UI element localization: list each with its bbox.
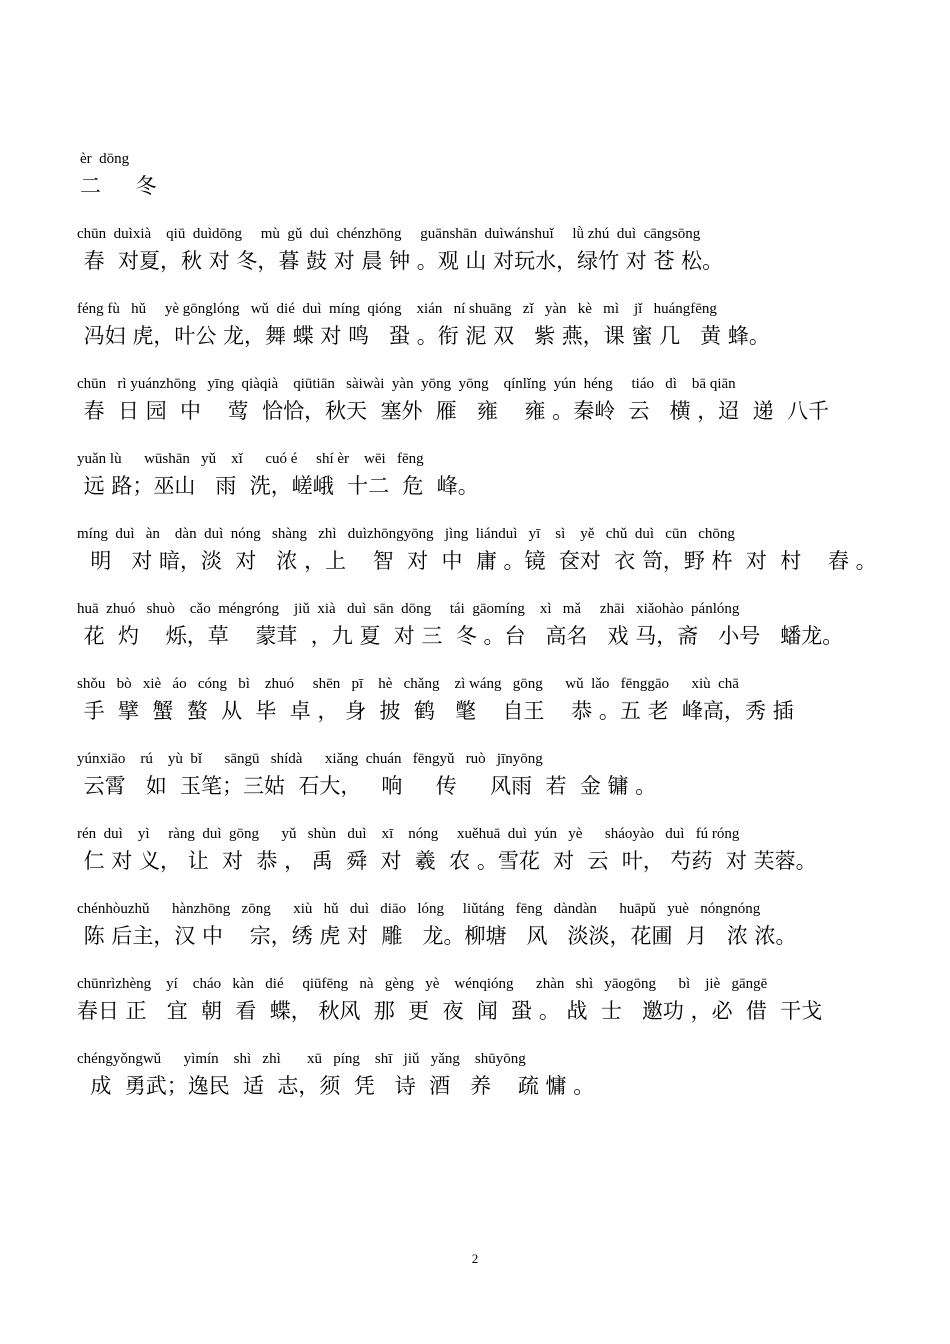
verse-hanzi: 花 灼 烁，草 蒙茸 ，九 夏 对 三 冬 。台 高名 戏 马，斋 小号 蟠龙。: [77, 624, 844, 648]
verse-line: [77, 675, 887, 750]
verse-line: [77, 825, 887, 900]
verse-hanzi: 春日 正 宜 朝 看 蝶， 秋风 那 更 夜 闻 蛩 。 战 士 邀功 ，必 借 干戈: [77, 999, 823, 1023]
verse-hanzi: 云霄 如 玉笔；三姑 石大， 响 传 风雨 若 金 镛 。: [77, 774, 657, 798]
verse-line: [77, 975, 887, 1050]
verse-hanzi: 仁 对 义， 让 对 恭 ， 禹 舜 对 羲 农 。雪花 对 云 叶， 芍药 对 芙蓉。: [77, 849, 817, 873]
verse-pinyin: yúnxiāo rú yù bǐ sāngū shídà xiǎng chuán fēngyǔ ruò jīnyōng: [77, 751, 543, 767]
verse-line: [77, 225, 887, 300]
verse-line: [77, 450, 887, 525]
verse-hanzi: 春 对夏，秋 对 冬，暮 鼓 对 晨 钟 。观 山 对玩水，绿竹 对 苍 松。: [77, 249, 724, 273]
verse-line: [77, 525, 887, 600]
title-pinyin: èr dōng: [80, 151, 130, 167]
verse-pinyin: chénhòuzhǔ hànzhōng zōng xiù hǔ duì diāo lóng liǔtáng fēng dàndàn huāpǔ yuè nóngnóng: [77, 901, 761, 917]
title-hanzi: 二 冬: [80, 174, 171, 198]
verse-pinyin: chūn rì yuánzhōng yīng qiàqià qiūtiān sàiwài yàn yōng yōng qínlǐng yún héng tiáo dì bā qiān: [77, 376, 736, 392]
verse-pinyin: yuǎn lù wūshān yǔ xǐ cuó é shí èr wēi fēng: [77, 451, 424, 467]
page-number: 2: [471, 1251, 479, 1266]
verse-pinyin: rén duì yì ràng duì gōng yǔ shùn duì xī nóng xuěhuā duì yún yè sháoyào duì fú róng: [77, 826, 740, 842]
verse-hanzi: 手 擘 蟹 螯 从 毕 卓 ， 身 披 鹤 氅 自王 恭 。五 老 峰高，秀 插: [77, 699, 794, 723]
section-title: [80, 150, 380, 200]
verse-pinyin: chūn duìxià qiū duìdōng mù gǔ duì chénzhōng guānshān duìwánshuǐ lǜ zhú duì cāngsōng: [77, 226, 701, 242]
verse-hanzi: 冯妇 虎，叶公 龙，舞 蝶 对 鸣 蛩 。衔 泥 双 紫 燕，课 蜜 几 黄 蜂。: [77, 324, 770, 348]
verse-pinyin: féng fù hǔ yè gōnglóng wǔ dié duì míng qióng xián ní shuāng zǐ yàn kè mì jǐ huángfēng: [77, 301, 717, 317]
verse-pinyin: shǒu bò xiè áo cóng bì zhuó shēn pī hè chǎng zì wáng gōng wǔ lǎo fēnggāo xiù chā: [77, 676, 739, 692]
verse-hanzi: 陈 后主，汉 中 宗，绣 虎 对 雕 龙。柳塘 风 淡淡，花圃 月 浓 浓。: [77, 924, 797, 948]
verse-lines: [77, 225, 887, 1125]
verse-hanzi: 春 日 园 中 莺 恰恰，秋天 塞外 雁 雍 雍 。秦岭 云 横 ，迢 递 八千: [77, 399, 829, 423]
verse-line: [77, 1050, 887, 1125]
verse-line: [77, 375, 887, 450]
verse-pinyin: míng duì àn dàn duì nóng shàng zhì duìzhōngyōng jìng liánduì yī sì yě chǔ duì cūn chōng: [77, 526, 735, 542]
verse-pinyin: chūnrìzhèng yí cháo kàn dié qiūfēng nà gèng yè wénqióng zhàn shì yāogōng bì jiè gāngē: [77, 976, 768, 992]
verse-line: [77, 750, 887, 825]
verse-line: [77, 300, 887, 375]
verse-line: [77, 600, 887, 675]
verse-hanzi: 远 路；巫山 雨 洗，嵯峨 十二 危 峰。: [77, 474, 479, 498]
verse-pinyin: huā zhuó shuò cǎo méngróng jiǔ xià duì sān dōng tái gāomíng xì mǎ zhāi xiǎohào pánlóng: [77, 601, 740, 617]
verse-hanzi: 明 对 暗，淡 对 浓 ，上 智 对 中 庸 。镜 奁对 衣 笥，野 杵 对 村 舂 。: [77, 549, 877, 573]
verse-hanzi: 成 勇武；逸民 适 志，须 凭 诗 酒 养 疏 慵 。: [77, 1074, 595, 1098]
verse-pinyin: chéngyǒngwǔ yìmín shì zhì xū píng shī jiǔ yǎng shūyōng: [77, 1051, 526, 1067]
verse-line: [77, 900, 887, 975]
